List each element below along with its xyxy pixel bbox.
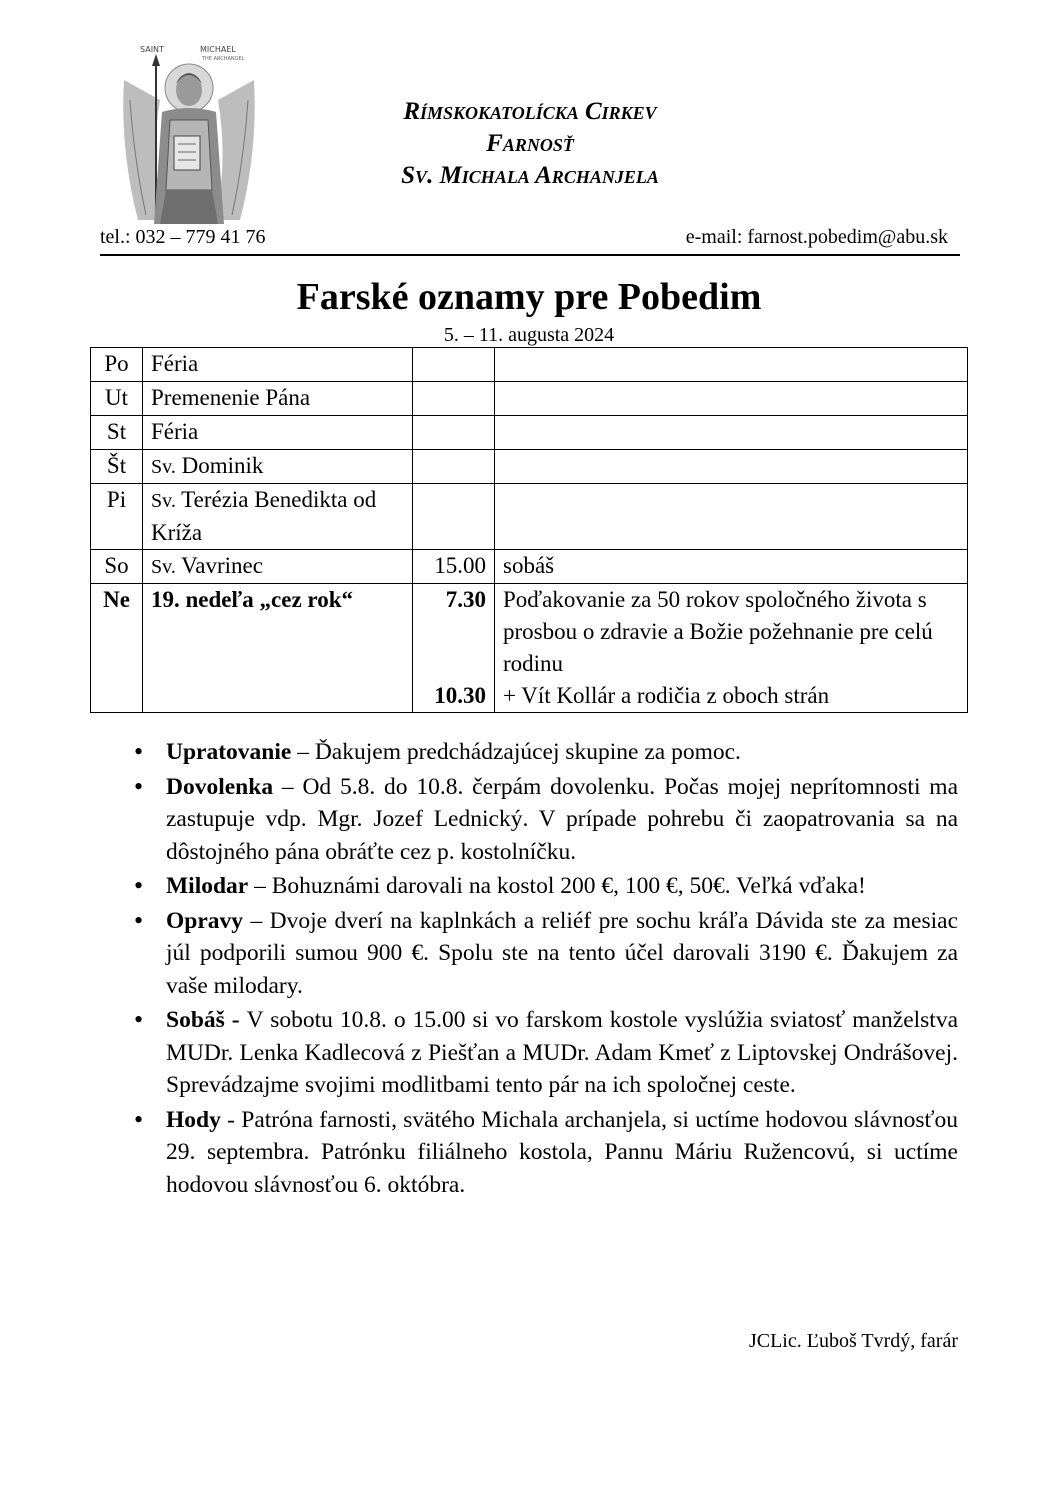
phone-number: tel.: 032 – 779 41 76 bbox=[100, 226, 266, 248]
day-cell: Ne bbox=[91, 584, 143, 713]
mass-time: 7.30 bbox=[445, 587, 486, 612]
time-cell bbox=[413, 450, 495, 484]
table-row bbox=[91, 450, 968, 484]
intention-cell bbox=[495, 584, 968, 713]
email-address: e-mail: farnost.pobedim@abu.sk bbox=[685, 226, 948, 248]
announcement-heading: Hody bbox=[166, 1106, 221, 1133]
intention-cell: sobáš bbox=[495, 550, 968, 584]
feast-cell bbox=[143, 484, 413, 550]
announcement-heading: Upratovanie bbox=[166, 739, 292, 765]
table-row bbox=[91, 416, 968, 450]
mass-intention: Poďakovanie za 50 rokov spoločného života s prosbou o zdravie a Božie požehnanie pre celú rodinu bbox=[503, 587, 933, 676]
announcements-list bbox=[100, 736, 958, 1203]
list-item bbox=[166, 1004, 958, 1102]
time-cell bbox=[413, 348, 495, 382]
intention-cell bbox=[495, 348, 968, 382]
feast-prefix: Sv. bbox=[151, 556, 176, 578]
contact-line bbox=[100, 224, 960, 256]
list-item bbox=[166, 905, 958, 1003]
date-range: 5. – 11. augusta 2024 bbox=[443, 324, 615, 346]
feast-name: Terézia Benedikta od Kríža bbox=[151, 487, 377, 545]
time-cell bbox=[413, 416, 495, 450]
announcement-text: Dvoje dverí na kaplnkách a reliéf pre sochu kráľa Dávida ste za mesiac júl podporili sumou 900 €. Spolu ste na tento účel darovali 3190 €. Ďakujem za vaše milodary. bbox=[166, 907, 959, 999]
day-cell: St bbox=[91, 416, 143, 450]
table-row bbox=[91, 382, 968, 416]
time-cell bbox=[413, 584, 495, 713]
logo-caption-right: MICHAEL bbox=[200, 45, 236, 54]
table-row bbox=[91, 348, 968, 382]
announcement-separator: – bbox=[291, 739, 315, 765]
table-row bbox=[91, 484, 968, 550]
announcement-separator: – bbox=[243, 907, 270, 934]
announcement-heading: Opravy bbox=[166, 907, 244, 934]
list-item bbox=[166, 736, 958, 769]
feast-cell bbox=[143, 550, 413, 584]
announcement-heading: Milodar bbox=[166, 873, 249, 899]
day-cell: Št bbox=[91, 450, 143, 484]
day-cell: Pi bbox=[91, 484, 143, 550]
page-title: Farské oznamy pre Pobedim bbox=[296, 276, 762, 318]
announcement-text: Ďakujem predchádzajúcej skupine za pomoc. bbox=[314, 739, 741, 765]
list-item bbox=[166, 1104, 958, 1202]
table-row bbox=[91, 550, 968, 584]
table-row bbox=[91, 584, 968, 713]
saint-michael-icon-image bbox=[120, 40, 258, 224]
announcement-separator: – bbox=[248, 873, 272, 899]
org-line-2: Farnosť bbox=[486, 130, 574, 157]
feast-name: Vavrinec bbox=[181, 553, 263, 578]
announcement-separator: – bbox=[273, 773, 303, 800]
feast-cell: Premenenie Pána bbox=[143, 382, 413, 416]
day-cell: Ut bbox=[91, 382, 143, 416]
feast-cell: 19. nedeľa „cez rok“ bbox=[143, 584, 413, 713]
time-cell bbox=[413, 382, 495, 416]
logo-caption-small: THE ARCHANGEL bbox=[202, 56, 245, 62]
signature: JCLic. Ľuboš Tvrdý, farár bbox=[748, 1330, 958, 1352]
announcement-heading: Sobáš bbox=[166, 1007, 225, 1033]
feast-cell: Féria bbox=[143, 416, 413, 450]
announcement-text: Patróna farnosti, svätého Michala archanjela, si uctíme hodovou slávnosťou 29. septembra. Patrónku filiálneho kostola, Pannu Máriu Ružencovú, si uctíme hodovou slávnosťou 6. októbra. bbox=[166, 1106, 958, 1198]
intention-cell bbox=[495, 382, 968, 416]
list-item bbox=[166, 870, 958, 903]
organization-header bbox=[300, 96, 760, 192]
announcement-separator: - bbox=[220, 1106, 242, 1133]
feast-prefix: Sv. bbox=[151, 456, 176, 478]
day-cell: So bbox=[91, 550, 143, 584]
logo-caption-left: SAINT bbox=[140, 45, 164, 54]
day-cell: Po bbox=[91, 348, 143, 382]
mass-intention: + Vít Kollár a rodičia z oboch strán bbox=[503, 683, 830, 708]
announcement-text: V sobotu 10.8. o 15.00 si vo farskom kostole vyslúžia sviatosť manželstva MUDr. Lenka Kadlecová z Piešťan a MUDr. Adam Kmeť z Liptovskej Ondrášovej. Sprevádzajme svojimi modlitbami tento pár na ich spoločnej ceste. bbox=[166, 1007, 959, 1098]
feast-prefix: Sv. bbox=[151, 490, 176, 512]
time-cell: 15.00 bbox=[413, 550, 495, 584]
feast-name: Dominik bbox=[181, 453, 264, 478]
announcement-text: Bohuznámi darovali na kostol 200 €, 100 €, 50€. Veľká vďaka! bbox=[271, 873, 866, 899]
intention-cell bbox=[495, 484, 968, 550]
intention-cell bbox=[495, 450, 968, 484]
announcement-heading: Dovolenka bbox=[166, 773, 274, 800]
list-item bbox=[166, 771, 958, 869]
org-line-3: Sv. Michala Archanjela bbox=[401, 162, 659, 189]
time-cell bbox=[413, 484, 495, 550]
org-line-1: Rímskokatolícka Cirkev bbox=[403, 98, 657, 125]
announcement-separator: - bbox=[224, 1007, 247, 1033]
feast-cell: Féria bbox=[143, 348, 413, 382]
mass-schedule-table bbox=[90, 347, 968, 713]
feast-cell bbox=[143, 450, 413, 484]
mass-time: 10.30 bbox=[434, 683, 486, 708]
intention-cell bbox=[495, 416, 968, 450]
announcement-text: Od 5.8. do 10.8. čerpám dovolenku. Počas mojej neprítomnosti ma zastupuje vdp. Mgr. Jozef Lednický. V prípade pohrebu či zaopatrovania sa na dôstojného pána obráťte cez p. kostolníčku. bbox=[166, 773, 959, 865]
